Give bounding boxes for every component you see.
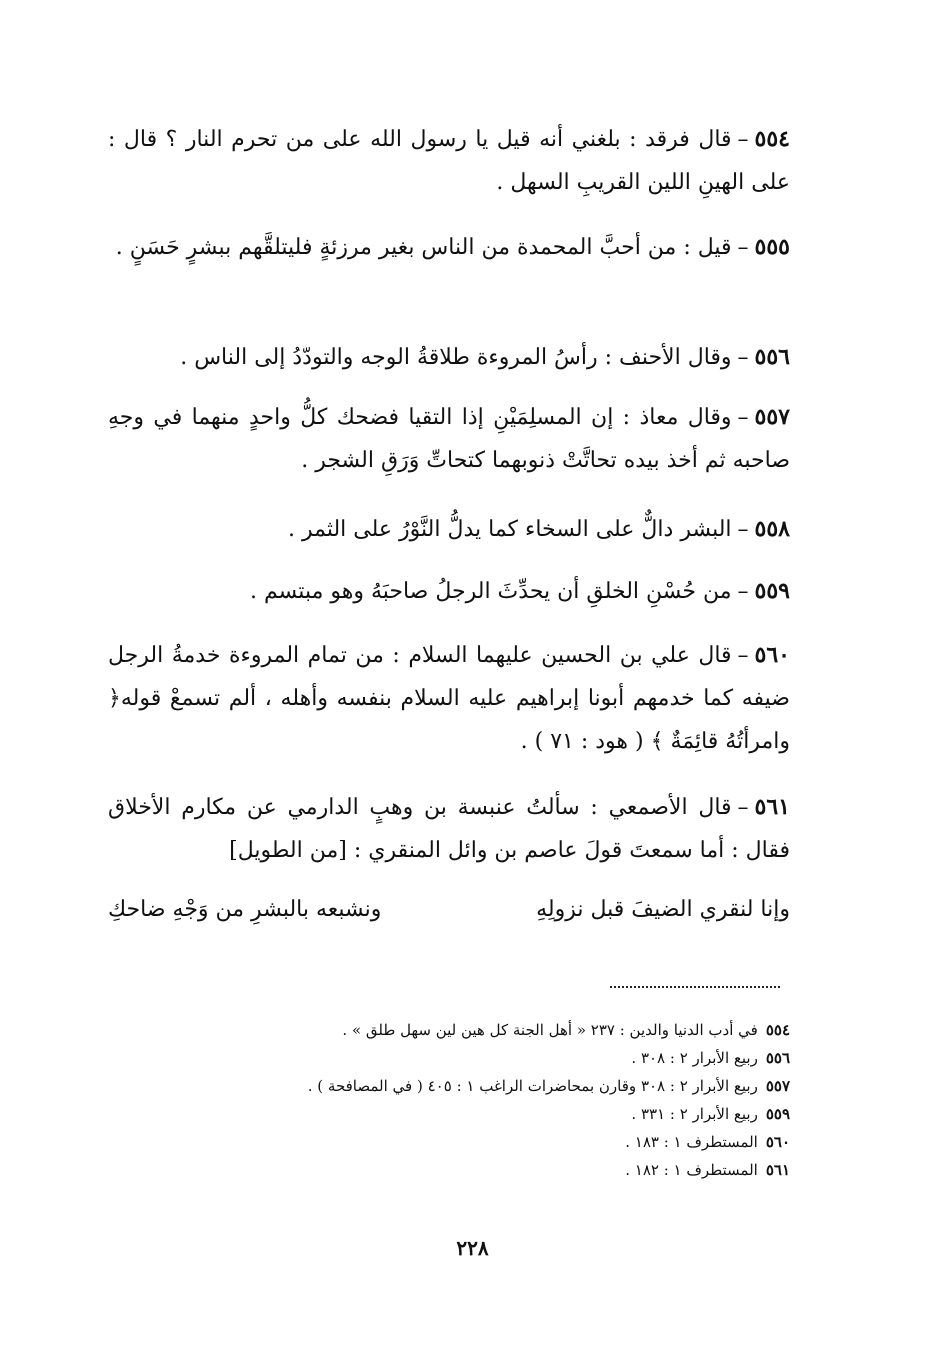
- footnote-number: ٥٦١: [765, 1161, 790, 1179]
- entry-dash: –: [737, 643, 749, 668]
- entry-number: ٥٥٨: [754, 516, 790, 542]
- entry-text: وقال الأحنف : رأسُ المروءة طلاقةُ الوجه والتودّدُ إلى الناس .: [180, 345, 732, 370]
- entry-text: من حُسْنِ الخلقِ أن يحدِّثَ الرجلُ صاحبَهُ وهو مبتسم .: [250, 579, 732, 604]
- entry-number: ٥٥٩: [754, 578, 790, 604]
- footnote-item: [140, 1072, 790, 1100]
- entry-number: ٥٦١: [754, 794, 790, 820]
- footnote-item: [140, 1016, 790, 1044]
- footnote-number: ٥٥٤: [765, 1021, 790, 1039]
- footnote-separator: [610, 986, 780, 988]
- footnote-item: [140, 1156, 790, 1184]
- footnote-text: ربيع الأبرار ٢ : ٣٠٨ .: [631, 1049, 758, 1067]
- footnote-text: في أدب الدنيا والدين : ٢٣٧ « أهل الجنة كل هين لين سهل طلق » .: [342, 1021, 758, 1039]
- page-number: ٢٢٨: [456, 1236, 489, 1260]
- entry-dash: –: [737, 405, 749, 430]
- entry-text: وقال معاذ : إن المسلِمَيْنِ إذا التقيا فضحك كلُّ واحدٍ منهما في وجهِ صاحبه ثم أخذ بيده تحاتَّتْ ذنوبهما كتحاتِّ وَرَقِ الشجر .: [108, 405, 790, 473]
- footnote-number: ٥٥٩: [765, 1105, 790, 1123]
- footnote-number: ٥٥٦: [765, 1049, 790, 1067]
- entry-557: [108, 396, 790, 482]
- footnote-text: المستطرف ١ : ١٨٢ .: [625, 1161, 758, 1179]
- entry-text: قيل : من أحبَّ المحمدة من الناس بغير مرزئةٍ فليتلقَّهم ببشرٍ حَسَنٍ .: [115, 235, 732, 260]
- entry-dash: –: [737, 235, 749, 260]
- footnote-item: [140, 1100, 790, 1128]
- entry-556: [108, 336, 790, 379]
- entry-559: [108, 570, 790, 613]
- footnote-number: ٥٦٠: [765, 1133, 790, 1151]
- entry-560: [108, 634, 790, 763]
- footnote-item: [140, 1044, 790, 1072]
- entry-555: [108, 226, 790, 269]
- entry-dash: –: [737, 579, 749, 604]
- entry-561: [108, 786, 790, 872]
- verse-first-hemistich: وإنا لنقري الضيفَ قبل نزولِهِ: [536, 897, 790, 922]
- footnote-number: ٥٥٧: [765, 1077, 790, 1095]
- footnote-text: ربيع الأبرار ٢ : ٣٠٨ وقارن بمحاضرات الراغب ١ : ٤٠٥ ( في المصافحة ) .: [307, 1077, 758, 1095]
- poetic-meter: [من الطويل]: [229, 838, 347, 863]
- entry-dash: –: [737, 517, 749, 542]
- entry-text: البشر دالٌّ على السخاء كما يدلُّ النَّوْرُ على الثمر .: [288, 517, 732, 542]
- footnote-text: ربيع الأبرار ٢ : ٣٣١ .: [631, 1105, 758, 1123]
- entry-dash: –: [737, 345, 749, 370]
- entry-text: قال علي بن الحسين عليهما السلام : من تمام المروءة خدمةُ الرجل ضيفه كما خدمهم أبونا إبراهيم عليه السلام بنفسه وأهله ، ألم تسمعْ قوله﴿ وامرأتُهُ قائِمَةٌ ﴾ ( هود : ٧١ ) .: [108, 643, 790, 754]
- entry-number: ٥٥٤: [754, 126, 790, 152]
- entry-number: ٥٥٧: [754, 404, 790, 430]
- entry-dash: –: [737, 795, 749, 820]
- entry-text: قال الأصمعي : سألتُ عنبسة بن وهبٍ الدارمي عن مكارم الأخلاق فقال : أما سمعتَ قولَ عاصم بن وائل المنقري :: [108, 795, 790, 863]
- entry-number: ٥٥٦: [754, 344, 790, 370]
- entry-number: ٥٦٠: [754, 642, 790, 668]
- entry-text: قال فرقد : بلغني أنه قيل يا رسول الله على من تحرم النار ؟ قال : على الهينِ اللين القريبِ السهل .: [108, 127, 790, 195]
- verse-second-hemistich: ونشبعه بالبشرِ من وَجْهِ ضاحكِ: [108, 897, 382, 922]
- footnote-item: [140, 1128, 790, 1156]
- footnotes: [140, 1016, 790, 1184]
- poem-verse: [108, 888, 790, 931]
- entry-558: [108, 508, 790, 551]
- footnote-text: المستطرف ١ : ١٨٣ .: [625, 1133, 758, 1151]
- entry-dash: –: [737, 127, 749, 152]
- entry-number: ٥٥٥: [754, 234, 790, 260]
- entry-554: [108, 118, 790, 204]
